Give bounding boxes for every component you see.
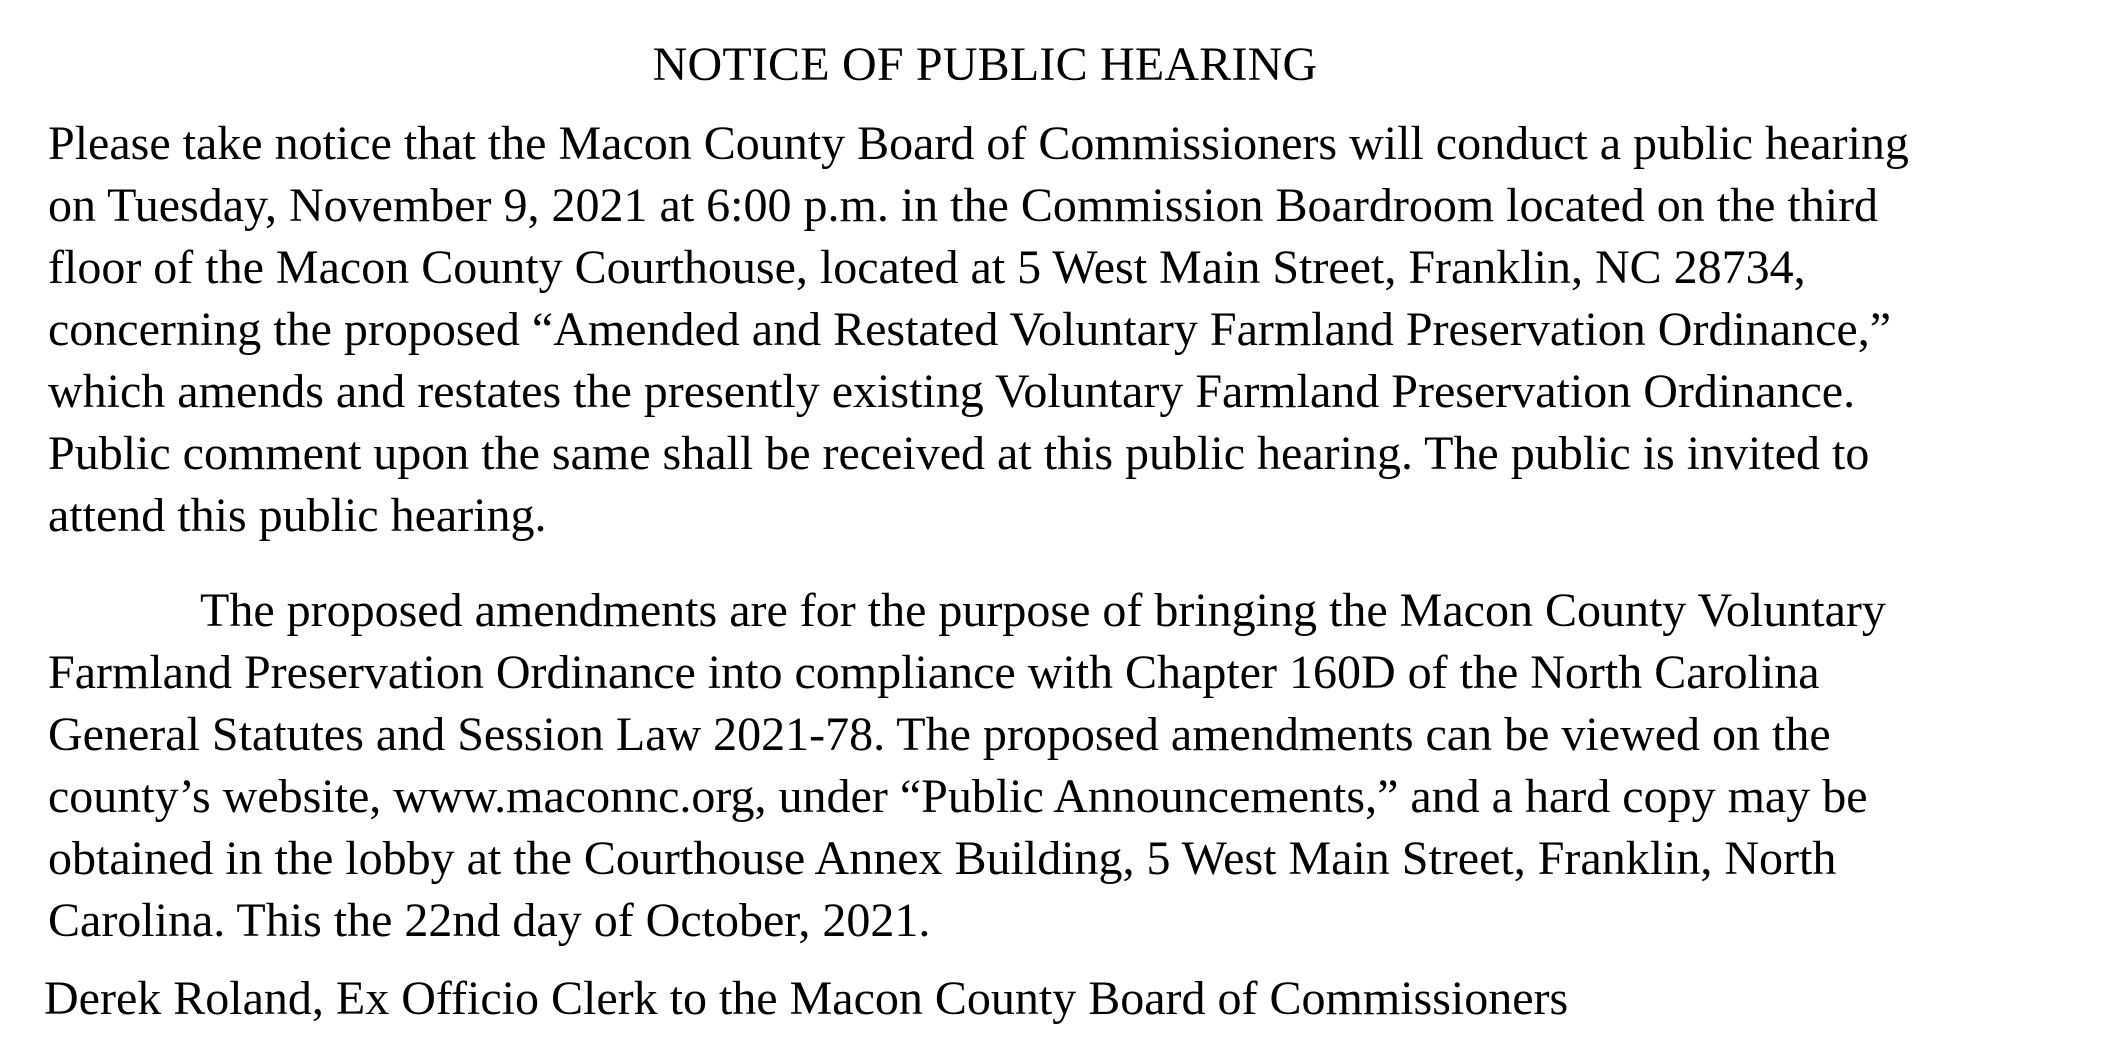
notice-title: NOTICE OF PUBLIC HEARING [652, 38, 1318, 91]
paragraph-line: Please take notice that the Macon County Board of Commissioners will conduct a public hearing [48, 117, 1909, 170]
paragraph-line: which amends and restates the presently existing Voluntary Farmland Preservation Ordinance. [48, 365, 1856, 418]
paragraph-line: floor of the Macon County Courthouse, located at 5 West Main Street, Franklin, NC 28734, [48, 241, 1806, 294]
paragraph-line: attend this public hearing. [48, 489, 547, 542]
signature-line: Derek Roland, Ex Officio Clerk to the Macon County Board of Commissioners [44, 972, 1569, 1025]
paragraph-line: concerning the proposed “Amended and Restated Voluntary Farmland Preservation Ordinance,” [48, 303, 1892, 356]
paragraph-line: Carolina. This the 22nd day of October, 2021. [48, 894, 931, 947]
paragraph-line: obtained in the lobby at the Courthouse Annex Building, 5 West Main Street, Franklin, North [48, 832, 1837, 885]
paragraph-line: Farmland Preservation Ordinance into compliance with Chapter 160D of the North Carolina [48, 646, 1820, 699]
paragraph-line: Public comment upon the same shall be received at this public hearing. The public is invited to [48, 427, 1870, 480]
paragraph-line: The proposed amendments are for the purpose of bringing the Macon County Voluntary [200, 584, 1886, 637]
paragraph-line: county’s website, www.maconnc.org, under “Public Announcements,” and a hard copy may be [48, 770, 1868, 823]
paragraph-line: General Statutes and Session Law 2021-78. The proposed amendments can be viewed on the [48, 708, 1831, 761]
paragraph-line: on Tuesday, November 9, 2021 at 6:00 p.m. in the Commission Boardroom located on the third [48, 179, 1879, 232]
